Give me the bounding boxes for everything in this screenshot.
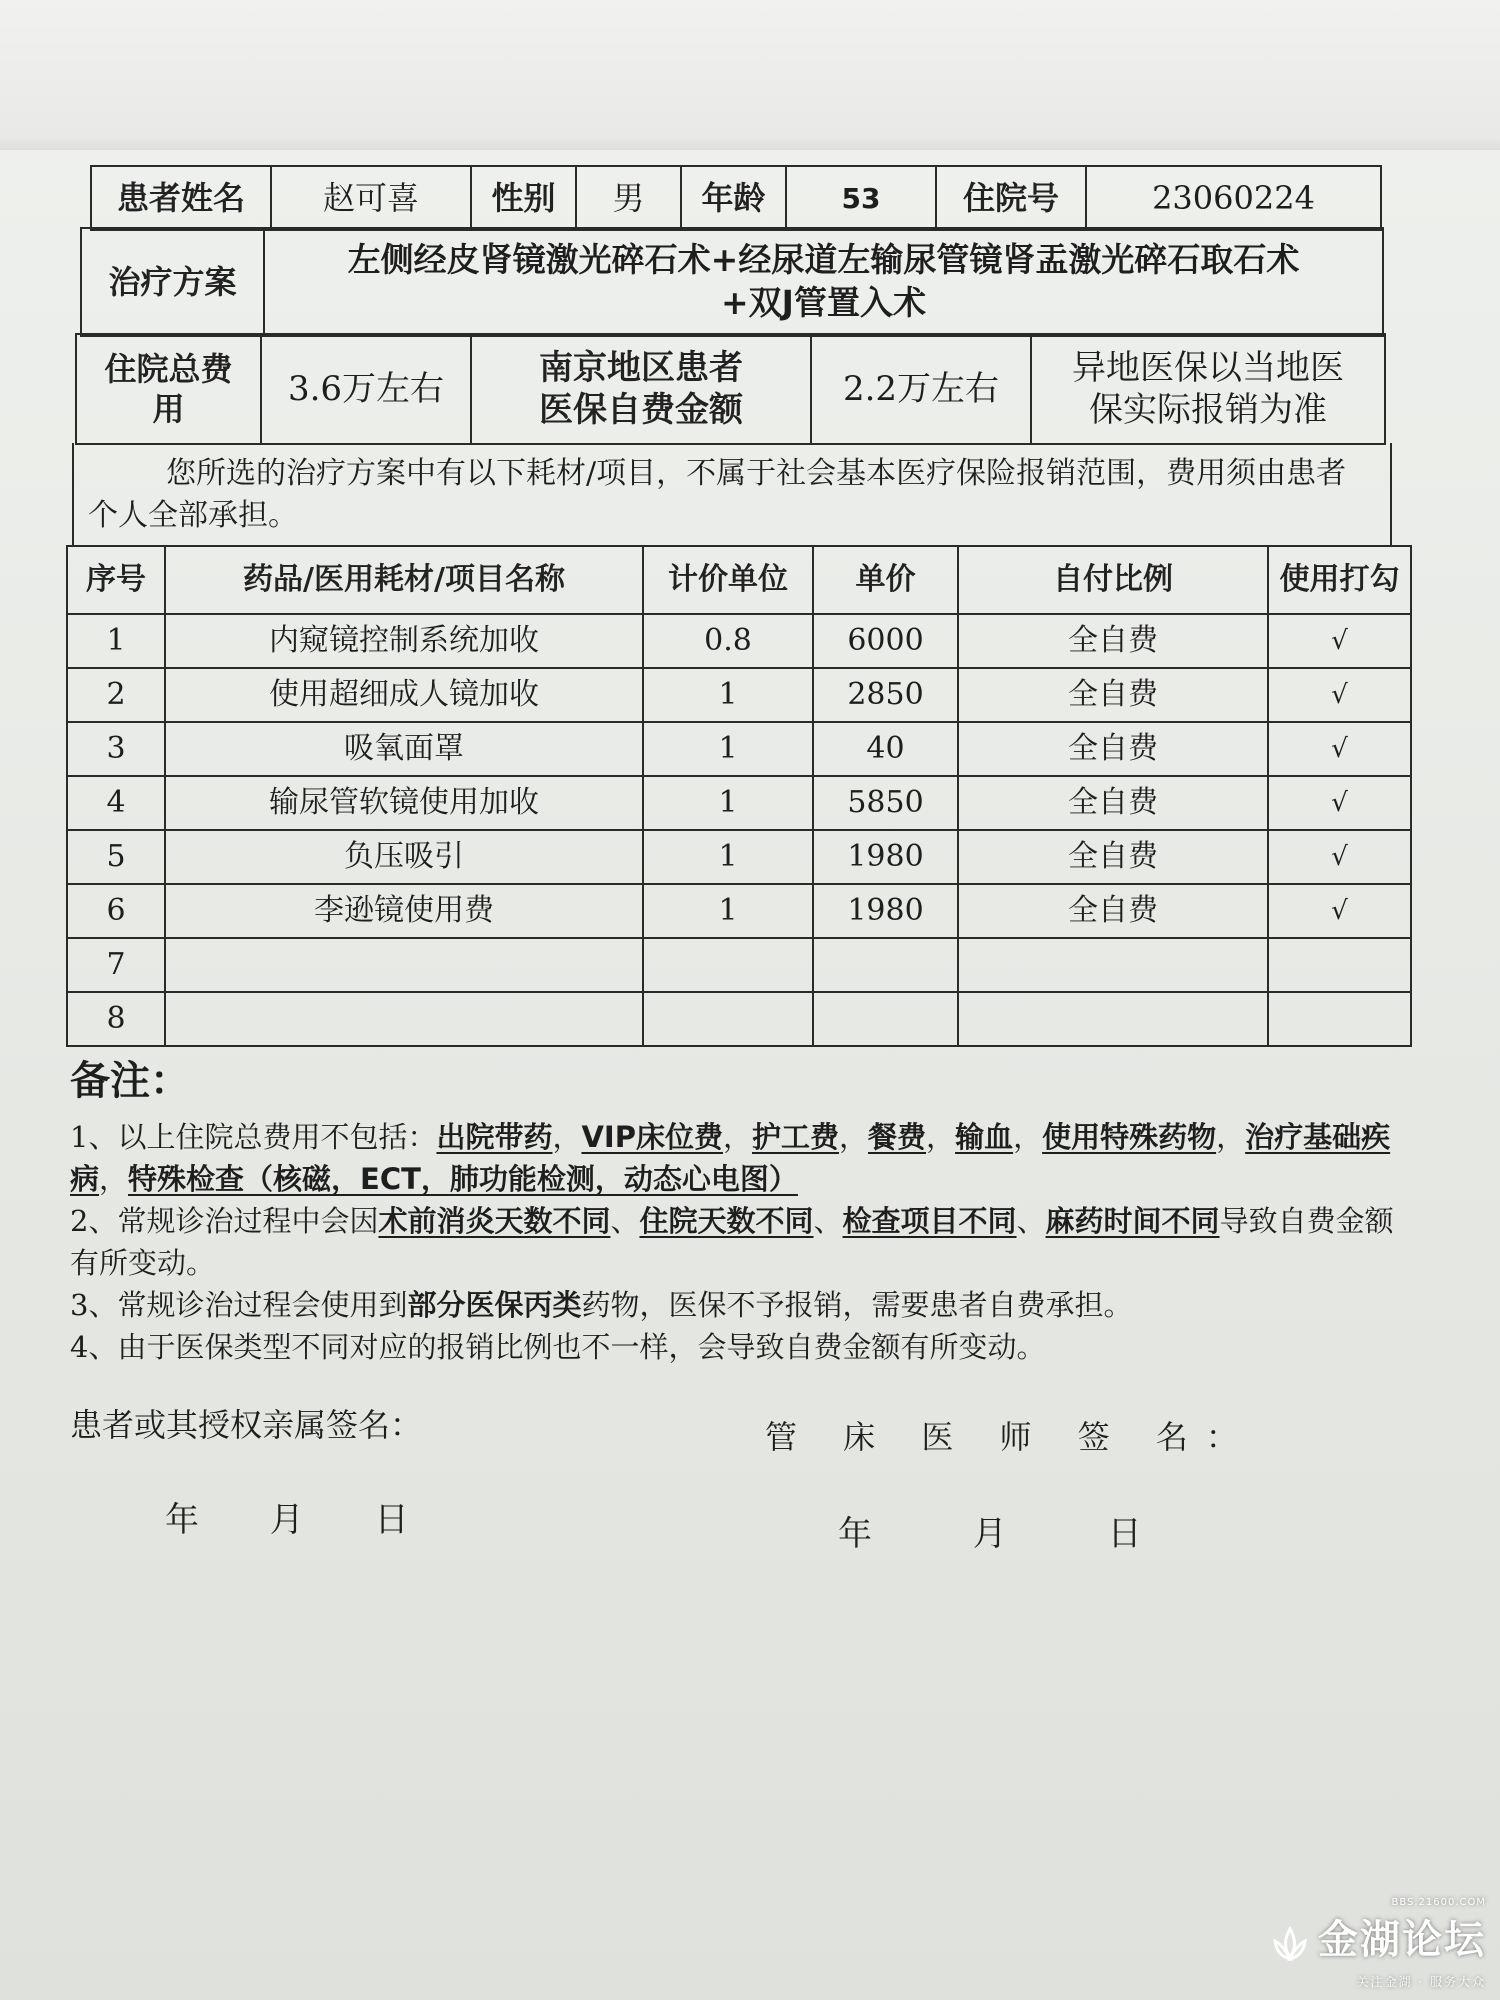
row-name: 李逊镜使用费 bbox=[165, 884, 643, 938]
treatment-plan-value bbox=[264, 228, 1383, 336]
table-row bbox=[67, 830, 1411, 884]
items-table bbox=[66, 545, 1412, 1047]
row-check-mark: √ bbox=[1268, 722, 1411, 776]
row-check-mark: √ bbox=[1268, 668, 1411, 722]
row-name bbox=[165, 938, 643, 992]
row-ratio: 全自费 bbox=[958, 668, 1268, 722]
total-fee-label bbox=[76, 334, 261, 444]
col-header-ratio: 自付比例 bbox=[958, 546, 1268, 614]
row-name: 负压吸引 bbox=[165, 830, 643, 884]
row-ratio: 全自费 bbox=[958, 830, 1268, 884]
gender-value: 男 bbox=[576, 166, 681, 230]
watermark-site: BBS.21600.COM bbox=[1391, 1896, 1486, 1908]
patient-name-label: 患者姓名 bbox=[91, 166, 271, 230]
row-no: 4 bbox=[67, 776, 165, 830]
row-name: 内窥镜控制系统加收 bbox=[165, 614, 643, 668]
previous-page-curl bbox=[0, 0, 1500, 170]
row-unit: 1 bbox=[643, 722, 813, 776]
row-price: 2850 bbox=[813, 668, 958, 722]
row-ratio: 全自费 bbox=[958, 614, 1268, 668]
table-row bbox=[67, 884, 1411, 938]
total-fee-label-line2: 用 bbox=[152, 390, 185, 428]
col-header-name: 药品/医用耗材/项目名称 bbox=[165, 546, 643, 614]
table-row bbox=[67, 992, 1411, 1046]
row-ratio bbox=[958, 938, 1268, 992]
row-price: 5850 bbox=[813, 776, 958, 830]
row-unit: 1 bbox=[643, 830, 813, 884]
row-check-mark: √ bbox=[1268, 830, 1411, 884]
treatment-plan-label: 治疗方案 bbox=[81, 228, 264, 336]
doctor-signature-label: 管 床 医 师 签 名： bbox=[765, 1418, 1256, 1456]
row-ratio bbox=[958, 992, 1268, 1046]
row-check-mark bbox=[1268, 938, 1411, 992]
row-no: 5 bbox=[67, 830, 165, 884]
age-value: 53 bbox=[786, 166, 936, 230]
patient-name-value: 赵可喜 bbox=[271, 166, 471, 230]
forum-watermark bbox=[1267, 1897, 1486, 1991]
doctor-sign-date: 年 月 日 bbox=[838, 1514, 1142, 1554]
table-row bbox=[67, 722, 1411, 776]
patient-signature-label: 患者或其授权亲属签名： bbox=[70, 1406, 423, 1444]
remark-2: 2、常规诊治过程中会因术前消炎天数不同、住院天数不同、检查项目不同、麻药时间不同导致自费金额有所变动。 bbox=[70, 1204, 1394, 1280]
nanjing-self-pay-value: 2.2万左右 bbox=[811, 334, 1031, 444]
remote-note-line2: 保实际报销为准 bbox=[1089, 390, 1327, 430]
row-name: 输尿管软镜使用加收 bbox=[165, 776, 643, 830]
row-ratio: 全自费 bbox=[958, 884, 1268, 938]
row-price bbox=[813, 992, 958, 1046]
row-check-mark: √ bbox=[1268, 776, 1411, 830]
row-price: 1980 bbox=[813, 884, 958, 938]
row-unit: 1 bbox=[643, 776, 813, 830]
col-header-price: 单价 bbox=[813, 546, 958, 614]
remarks-title: 备注： bbox=[70, 1058, 190, 1104]
treatment-plan-line1: 左侧经皮肾镜激光碎石术+经尿道左输尿管镜肾盂激光碎石取石术 bbox=[347, 240, 1300, 280]
remote-note-line1: 异地医保以当地医 bbox=[1072, 347, 1344, 388]
row-price: 40 bbox=[813, 722, 958, 776]
row-unit bbox=[643, 938, 813, 992]
treatment-plan-table bbox=[80, 227, 1384, 337]
remarks-section bbox=[70, 1060, 1410, 1368]
nanjing-self-pay-label bbox=[471, 334, 811, 444]
remark-4: 4、由于医保类型不同对应的报销比例也不一样，会导致自费金额有所变动。 bbox=[70, 1330, 1046, 1364]
row-price bbox=[813, 938, 958, 992]
treatment-plan-line2: +双J管置入术 bbox=[721, 283, 926, 322]
lotus-logo-icon bbox=[1267, 1923, 1313, 1973]
row-price: 1980 bbox=[813, 830, 958, 884]
row-no: 2 bbox=[67, 668, 165, 722]
admission-no-value: 23060224 bbox=[1086, 166, 1381, 230]
notice-text: 您所选的治疗方案中有以下耗材/项目，不属于社会基本医疗保险报销范围，费用须由患者个人全部承担。 bbox=[72, 443, 1392, 545]
remark-3: 3、常规诊治过程会使用到部分医保丙类药物，医保不予报销，需要患者自费承担。 bbox=[70, 1288, 1133, 1322]
col-header-unit: 计价单位 bbox=[643, 546, 813, 614]
row-ratio: 全自费 bbox=[958, 722, 1268, 776]
table-row bbox=[67, 614, 1411, 668]
col-header-check: 使用打勾 bbox=[1268, 546, 1411, 614]
table-row bbox=[67, 668, 1411, 722]
row-no: 3 bbox=[67, 722, 165, 776]
row-check-mark bbox=[1268, 992, 1411, 1046]
remote-insurance-note bbox=[1031, 334, 1385, 444]
row-price: 6000 bbox=[813, 614, 958, 668]
row-name bbox=[165, 992, 643, 1046]
row-ratio: 全自费 bbox=[958, 776, 1268, 830]
row-no: 8 bbox=[67, 992, 165, 1046]
table-row bbox=[67, 776, 1411, 830]
row-unit bbox=[643, 992, 813, 1046]
row-name: 使用超细成人镜加收 bbox=[165, 668, 643, 722]
row-check-mark: √ bbox=[1268, 614, 1411, 668]
row-unit: 1 bbox=[643, 668, 813, 722]
nanjing-label-line2: 医保自费金额 bbox=[539, 390, 743, 430]
watermark-slogan: 关注金湖 · 服务大众 bbox=[1356, 1975, 1486, 1989]
col-header-no: 序号 bbox=[67, 546, 165, 614]
row-unit: 0.8 bbox=[643, 614, 813, 668]
row-no: 6 bbox=[67, 884, 165, 938]
row-check-mark: √ bbox=[1268, 884, 1411, 938]
patient-sign-date: 年 月 日 bbox=[165, 1500, 409, 1540]
items-header-row bbox=[67, 546, 1411, 614]
remark-1: 1、以上住院总费用不包括：出院带药，VIP床位费，护工费，餐费，输血，使用特殊药物，治疗基础疾病，特殊检查（核磁，ECT，肺功能检测，动态心电图） bbox=[70, 1120, 1391, 1196]
total-fee-value: 3.6万左右 bbox=[261, 334, 471, 444]
row-no: 1 bbox=[67, 614, 165, 668]
row-name: 吸氧面罩 bbox=[165, 722, 643, 776]
gender-label: 性别 bbox=[471, 166, 576, 230]
table-row bbox=[67, 938, 1411, 992]
row-unit: 1 bbox=[643, 884, 813, 938]
admission-no-label: 住院号 bbox=[936, 166, 1086, 230]
nanjing-label-line1: 南京地区患者 bbox=[539, 347, 743, 388]
patient-info-table bbox=[90, 165, 1382, 231]
watermark-name: 金湖论坛 bbox=[1318, 1916, 1486, 1963]
total-fee-label-line1: 住院总费 bbox=[104, 350, 233, 388]
age-label: 年龄 bbox=[681, 166, 786, 230]
fee-table bbox=[75, 333, 1386, 445]
row-no: 7 bbox=[67, 938, 165, 992]
